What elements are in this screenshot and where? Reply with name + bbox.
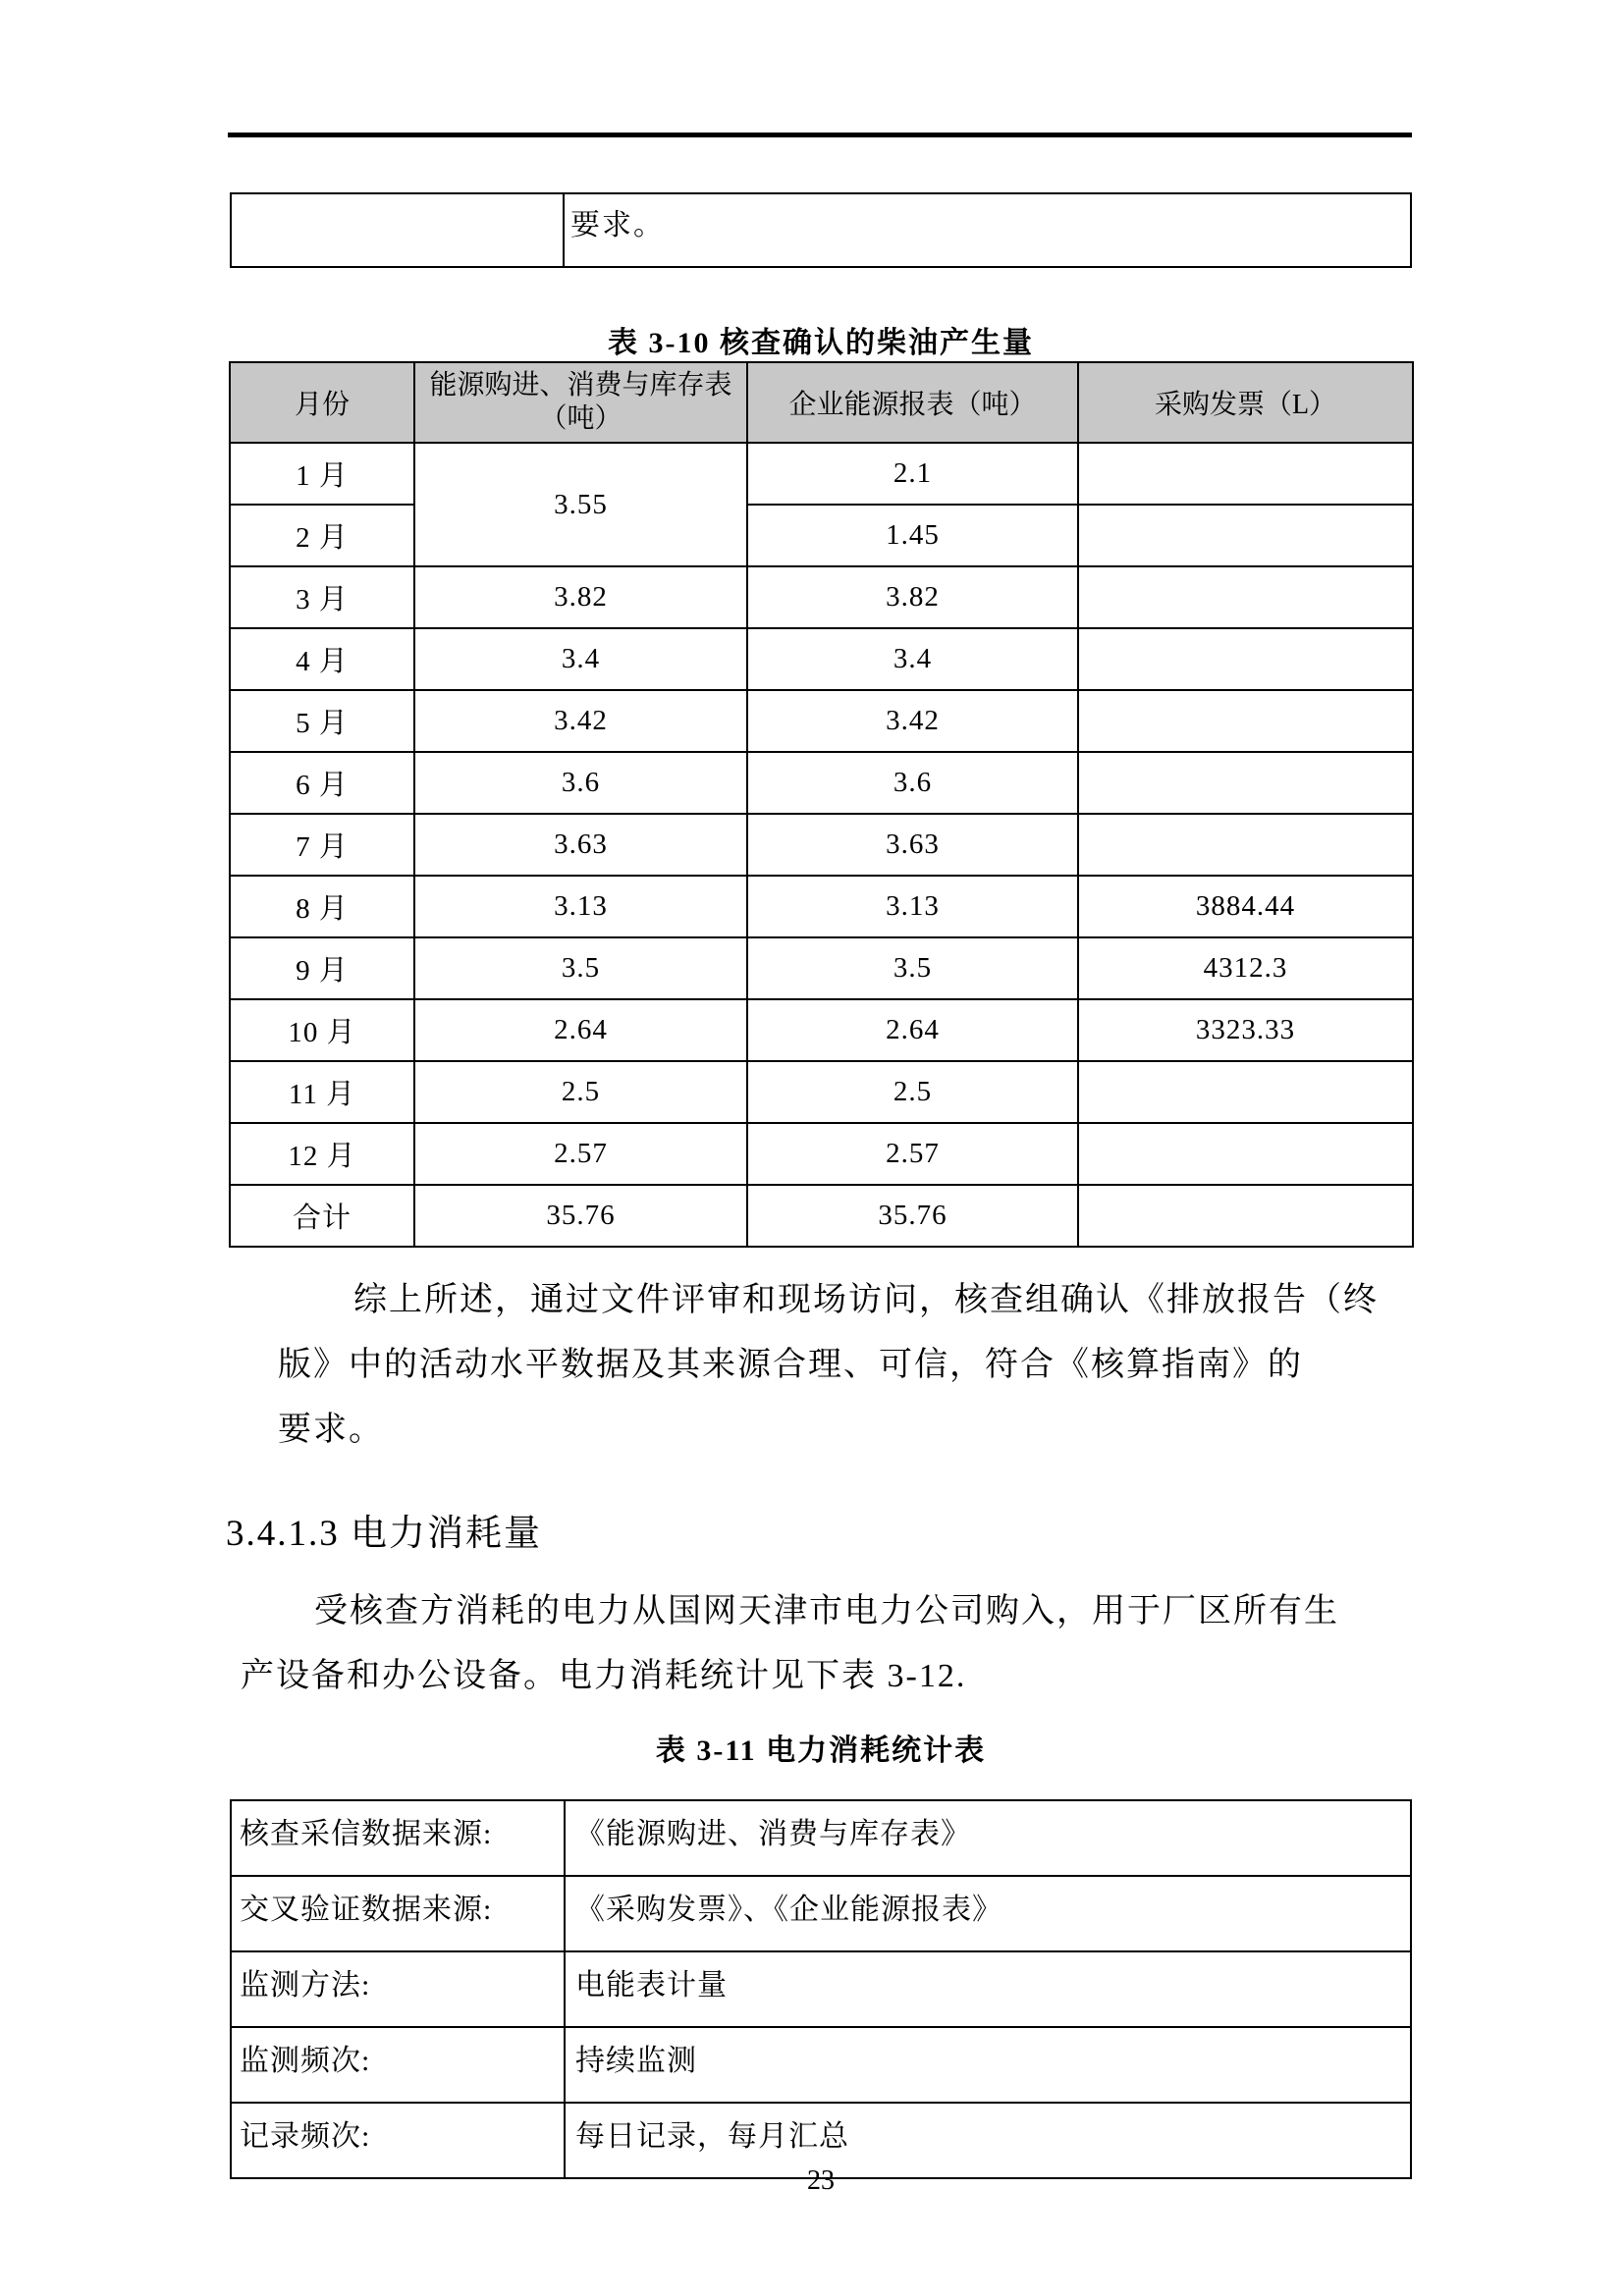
table-row — [230, 505, 1413, 566]
cell-invoice — [1078, 566, 1413, 628]
table-row — [230, 628, 1413, 690]
table-row — [230, 1061, 1413, 1123]
table-3-11 — [230, 1799, 1412, 2179]
cell-report: 3.13 — [747, 876, 1078, 937]
table-3-10-title: 表 3-10 核查确认的柴油产生量 — [608, 327, 1034, 359]
section-heading: 3.4.1.3 电力消耗量 — [226, 1514, 542, 1554]
table-row — [230, 876, 1413, 937]
cell-month: 6 月 — [230, 752, 414, 814]
table-row — [230, 690, 1413, 752]
cell-month: 5 月 — [230, 690, 414, 752]
cell-month: 8 月 — [230, 876, 414, 937]
cell-purchase: 3.4 — [414, 628, 747, 690]
cell-invoice — [1078, 690, 1413, 752]
electricity-paragraph — [229, 1579, 1417, 1709]
cell-month: 9 月 — [230, 937, 414, 999]
cell-report: 2.57 — [747, 1123, 1078, 1185]
row-label: 交叉验证数据来源: — [231, 1876, 565, 1951]
cell-report: 2.1 — [747, 443, 1078, 505]
cell-purchase: 2.5 — [414, 1061, 747, 1123]
cell-purchase: 3.42 — [414, 690, 747, 752]
cell-month: 3 月 — [230, 566, 414, 628]
paragraph-line: 受核查方消耗的电力从国网天津市电力公司购入，用于厂区所有生 — [314, 1593, 1339, 1629]
table-row — [231, 1876, 1411, 1951]
cell-purchase: 3.13 — [414, 876, 747, 937]
summary-paragraph — [229, 1268, 1417, 1463]
cell-invoice — [1078, 814, 1413, 876]
page-number: 23 — [807, 2165, 835, 2196]
header-report: 企业能源报表（吨） — [747, 362, 1078, 443]
cell-purchase: 2.57 — [414, 1123, 747, 1185]
cell-purchase: 2.64 — [414, 999, 747, 1061]
cell-purchase-merged: 3.55 — [414, 443, 747, 566]
header-purchase — [414, 362, 747, 443]
cell-report: 3.4 — [747, 628, 1078, 690]
table-total-row — [230, 1185, 1413, 1247]
cell-invoice — [1078, 1061, 1413, 1123]
row-value: 《能源购进、消费与库存表》 — [565, 1800, 1411, 1876]
cell-total-purchase: 35.76 — [414, 1185, 747, 1247]
cell-invoice — [1078, 628, 1413, 690]
cell-report: 2.5 — [747, 1061, 1078, 1123]
cell-purchase: 3.5 — [414, 937, 747, 999]
cell-report: 3.42 — [747, 690, 1078, 752]
table-row — [230, 814, 1413, 876]
cell-purchase: 3.82 — [414, 566, 747, 628]
cell-report: 1.45 — [747, 505, 1078, 566]
cell-month: 11 月 — [230, 1061, 414, 1123]
table-row — [231, 1951, 1411, 2027]
cell-invoice — [1078, 443, 1413, 505]
table-row — [230, 752, 1413, 814]
row-label: 核查采信数据来源: — [231, 1800, 565, 1876]
header-invoice: 采购发票（L） — [1078, 362, 1413, 443]
paragraph-line: 要求。 — [278, 1412, 384, 1448]
table-3-11-title: 表 3-11 电力消耗统计表 — [655, 1735, 987, 1767]
cell-invoice — [1078, 505, 1413, 566]
cell-report: 3.5 — [747, 937, 1078, 999]
row-label: 监测方法: — [231, 1951, 565, 2027]
paragraph-line: 综上所述，通过文件评审和现场访问，核查组确认《排放报告（终 — [353, 1282, 1379, 1318]
cell-total-report: 35.76 — [747, 1185, 1078, 1247]
table-row — [231, 1800, 1411, 1876]
cell-report: 3.6 — [747, 752, 1078, 814]
header-purchase-line2: （吨） — [539, 403, 623, 434]
paragraph-line: 版》中的活动水平数据及其来源合理、可信，符合《核算指南》的 — [278, 1347, 1303, 1383]
table-row — [230, 999, 1413, 1061]
cell-report: 3.63 — [747, 814, 1078, 876]
paragraph-line: 产设备和办公设备。电力消耗统计见下表 3-12. — [241, 1658, 967, 1694]
cell-month: 10 月 — [230, 999, 414, 1061]
cell-month: 4 月 — [230, 628, 414, 690]
cell-month: 12 月 — [230, 1123, 414, 1185]
table-row — [231, 193, 1411, 267]
cell-total-label: 合计 — [230, 1185, 414, 1247]
table-header-row — [230, 362, 1413, 443]
cell-month: 2 月 — [230, 505, 414, 566]
cell-invoice — [1078, 752, 1413, 814]
row-label: 记录频次: — [231, 2103, 565, 2178]
cell-invoice: 3323.33 — [1078, 999, 1413, 1061]
table-3-10 — [229, 361, 1414, 1248]
header-purchase-line1: 能源购进、消费与库存表 — [429, 370, 732, 400]
row-value: 持续监测 — [565, 2027, 1411, 2103]
table-row — [230, 443, 1413, 505]
cell-report: 2.64 — [747, 999, 1078, 1061]
page-header-rule — [228, 133, 1412, 137]
continued-table-empty-cell — [231, 193, 564, 267]
table-row — [231, 2027, 1411, 2103]
cell-total-invoice — [1078, 1185, 1413, 1247]
row-label: 监测频次: — [231, 2027, 565, 2103]
table-row — [230, 1123, 1413, 1185]
cell-purchase: 3.6 — [414, 752, 747, 814]
cell-purchase: 3.63 — [414, 814, 747, 876]
cell-month: 7 月 — [230, 814, 414, 876]
row-value: 电能表计量 — [565, 1951, 1411, 2027]
row-value: 每日记录，每月汇总 — [565, 2103, 1411, 2178]
continued-table — [230, 192, 1412, 268]
cell-invoice — [1078, 1123, 1413, 1185]
table-row — [230, 566, 1413, 628]
cell-invoice: 3884.44 — [1078, 876, 1413, 937]
row-value: 《采购发票》、《企业能源报表》 — [565, 1876, 1411, 1951]
cell-month: 1 月 — [230, 443, 414, 505]
continued-table-text-cell: 要求。 — [564, 193, 1411, 267]
cell-report: 3.82 — [747, 566, 1078, 628]
table-row — [230, 937, 1413, 999]
cell-invoice: 4312.3 — [1078, 937, 1413, 999]
header-month: 月份 — [230, 362, 414, 443]
